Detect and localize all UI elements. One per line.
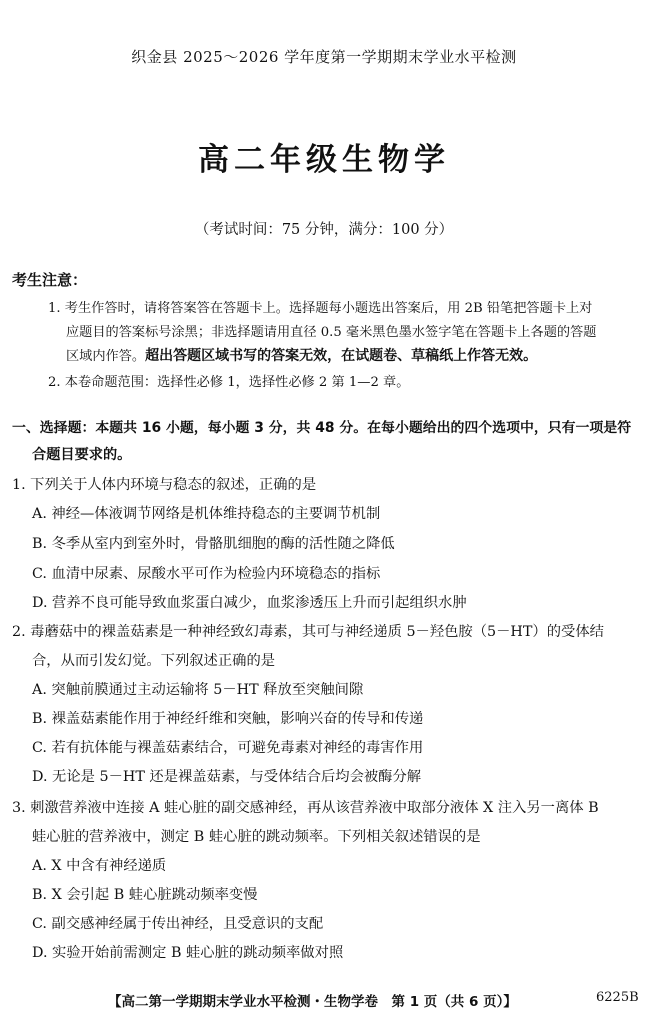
question-2-stem-line2: 合，从而引发幻觉。下列叙述正确的是 — [32, 653, 276, 669]
question-3-option-b: B. X 会引起 B 蛙心脏跳动频率变慢 — [32, 887, 258, 903]
question-2-option-d: D. 无论是 5－HT 还是裸盖菇素，与受体结合后均会被酶分解 — [32, 769, 422, 785]
notice-item2: 2. 本卷命题范围：选择性必修 1，选择性必修 2 第 1—2 章。 — [48, 375, 410, 390]
question-3-option-d: D. 实验开始前需测定 B 蛙心脏的跳动频率做对照 — [32, 945, 344, 961]
question-1-option-a: A. 神经—体液调节网络是机体维持稳态的主要调节机制 — [32, 506, 381, 522]
exam-title: 织金县 2025～2026 学年度第一学期期末学业水平检测 — [131, 48, 517, 66]
notice-item1-line3-bold: 超出答题区域书写的答案无效，在试题卷、草稿纸上作答无效。 — [145, 348, 538, 364]
question-2-stem-line1: 2. 毒蘑菇中的裸盖菇素是一种神经致幻毒素，其可与神经递质 5－羟色胺（5－HT）的受体结 — [12, 624, 604, 640]
question-3-stem-line2: 蛙心脏的营养液中，测定 B 蛙心脏的跳动频率。下列相关叙述错误的是 — [32, 829, 481, 845]
question-1-option-b: B. 冬季从室内到室外时，骨骼肌细胞的酶的活性随之降低 — [32, 536, 395, 552]
notice-heading: 考生注意： — [12, 271, 88, 289]
question-1-option-d: D. 营养不良可能导致血浆蛋白减少，血浆渗透压上升而引起组织水肿 — [32, 595, 467, 611]
notice-item1-line3 — [66, 345, 537, 365]
subject-title: 高二年级生物学 — [198, 142, 450, 178]
section-heading-line2: 合题目要求的。 — [32, 447, 132, 463]
question-1-stem: 1. 下列关于人体内环境与稳态的叙述，正确的是 — [12, 477, 317, 493]
notice-item1-line3-prefix: 区域内作答。 — [66, 349, 146, 364]
question-1-option-c: C. 血清中尿素、尿酸水平可作为检验内环境稳态的指标 — [32, 566, 381, 582]
notice-item1-line2: 应题目的答案标号涂黑；非选择题请用直径 0.5 毫米黑色墨水签字笔在答题卡上各题的答题 — [66, 325, 597, 340]
question-3-option-a: A. X 中含有神经递质 — [32, 858, 167, 874]
paper-code: 6225B — [596, 990, 639, 1005]
question-2-option-b: B. 裸盖菇素能作用于神经纤维和突触，影响兴奋的传导和传递 — [32, 711, 424, 727]
notice-item1-line1: 1. 考生作答时，请将答案答在答题卡上。选择题每小题选出答案后，用 2B 铅笔把答题卡上对 — [48, 301, 593, 316]
exam-info: （考试时间：75 分钟，满分：100 分） — [194, 222, 454, 238]
question-3-stem-line1: 3. 刺激营养液中连接 A 蛙心脏的副交感神经，再从该营养液中取部分液体 X 注入另一离体 B — [12, 800, 599, 816]
question-2-option-a: A. 突触前膜通过主动运输将 5－HT 释放至突触间隙 — [32, 682, 364, 698]
question-3-option-c: C. 副交感神经属于传出神经，且受意识的支配 — [32, 916, 324, 932]
question-2-option-c: C. 若有抗体能与裸盖菇素结合，可避免毒素对神经的毒害作用 — [32, 740, 424, 756]
page-footer: 【高二第一学期期末学业水平检测・生物学卷 第 1 页（共 6 页）】 — [108, 994, 517, 1010]
section-heading-line1: 一、选择题：本题共 16 小题，每小题 3 分，共 48 分。在每小题给出的四个选项中，只有一项是符 — [12, 420, 632, 436]
